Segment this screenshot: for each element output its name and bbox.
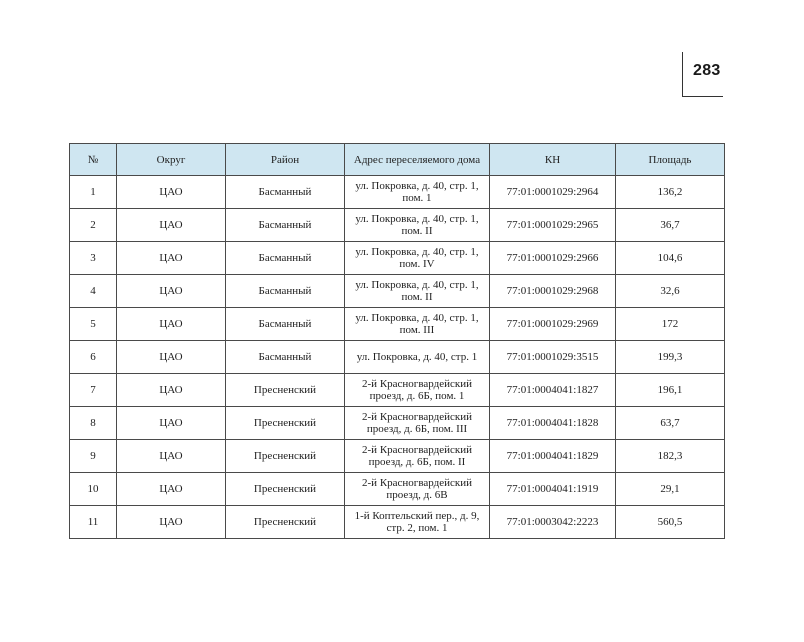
cell-number: 10: [70, 473, 117, 506]
cell-kn: 77:01:0004041:1829: [490, 440, 616, 473]
cell-okrug: ЦАО: [117, 473, 226, 506]
table-row: [70, 275, 725, 308]
table-row: [70, 242, 725, 275]
cell-rayon: Басманный: [226, 275, 345, 308]
cell-rayon: Пресненский: [226, 506, 345, 539]
cell-area: 63,7: [616, 407, 725, 440]
cell-address: 2-й Красногвардейский проезд, д. 6Б, пом. II: [345, 440, 490, 473]
cell-address: ул. Покровка, д. 40, стр. 1, пом. 1: [345, 176, 490, 209]
header-area: Площадь: [616, 144, 725, 176]
page-number: 283: [693, 62, 721, 79]
cell-rayon: Пресненский: [226, 440, 345, 473]
header-okrug: Округ: [117, 144, 226, 176]
cell-address: ул. Покровка, д. 40, стр. 1, пом. IV: [345, 242, 490, 275]
cell-okrug: ЦАО: [117, 209, 226, 242]
cell-okrug: ЦАО: [117, 506, 226, 539]
cell-area: 29,1: [616, 473, 725, 506]
cell-area: 136,2: [616, 176, 725, 209]
cell-address: ул. Покровка, д. 40, стр. 1, пом. II: [345, 209, 490, 242]
cell-okrug: ЦАО: [117, 275, 226, 308]
header-number: №: [70, 144, 117, 176]
cell-number: 9: [70, 440, 117, 473]
cell-kn: 77:01:0001029:2964: [490, 176, 616, 209]
table-row: [70, 440, 725, 473]
cell-okrug: ЦАО: [117, 176, 226, 209]
cell-kn: 77:01:0001029:2969: [490, 308, 616, 341]
cell-number: 8: [70, 407, 117, 440]
cell-area: 196,1: [616, 374, 725, 407]
table-header-row: [70, 144, 725, 176]
cell-address: ул. Покровка, д. 40, стр. 1: [345, 341, 490, 374]
cell-address: ул. Покровка, д. 40, стр. 1, пом. III: [345, 308, 490, 341]
cell-rayon: Пресненский: [226, 374, 345, 407]
cell-okrug: ЦАО: [117, 341, 226, 374]
cell-okrug: ЦАО: [117, 308, 226, 341]
header-address: Адрес переселяемого дома: [345, 144, 490, 176]
cell-area: 36,7: [616, 209, 725, 242]
header-rayon: Район: [226, 144, 345, 176]
cell-number: 2: [70, 209, 117, 242]
cell-okrug: ЦАО: [117, 242, 226, 275]
table-row: [70, 506, 725, 539]
cell-kn: 77:01:0001029:3515: [490, 341, 616, 374]
cell-area: 199,3: [616, 341, 725, 374]
cell-kn: 77:01:0001029:2965: [490, 209, 616, 242]
cell-area: 560,5: [616, 506, 725, 539]
cell-rayon: Басманный: [226, 176, 345, 209]
cell-rayon: Басманный: [226, 242, 345, 275]
cell-address: 1-й Коптельский пер., д. 9, стр. 2, пом. 1: [345, 506, 490, 539]
cell-number: 6: [70, 341, 117, 374]
cell-rayon: Пресненский: [226, 407, 345, 440]
table-body: [70, 176, 725, 539]
cell-address: 2-й Красногвардейский проезд, д. 6Б, пом. III: [345, 407, 490, 440]
cell-rayon: Басманный: [226, 341, 345, 374]
cell-area: 182,3: [616, 440, 725, 473]
cell-rayon: Басманный: [226, 308, 345, 341]
cell-kn: 77:01:0004041:1827: [490, 374, 616, 407]
table-row: [70, 341, 725, 374]
cell-number: 5: [70, 308, 117, 341]
resettlement-table: [69, 143, 725, 539]
cell-number: 7: [70, 374, 117, 407]
cell-kn: 77:01:0001029:2966: [490, 242, 616, 275]
cell-kn: 77:01:0004041:1919: [490, 473, 616, 506]
cell-area: 104,6: [616, 242, 725, 275]
page-corner-horizontal-rule: [682, 96, 723, 97]
cell-address: 2-й Красногвардейский проезд, д. 6Б, пом. 1: [345, 374, 490, 407]
cell-kn: 77:01:0001029:2968: [490, 275, 616, 308]
cell-okrug: ЦАО: [117, 374, 226, 407]
cell-number: 3: [70, 242, 117, 275]
cell-rayon: Пресненский: [226, 473, 345, 506]
cell-okrug: ЦАО: [117, 440, 226, 473]
cell-address: ул. Покровка, д. 40, стр. 1, пом. II: [345, 275, 490, 308]
header-kn: КН: [490, 144, 616, 176]
cell-kn: 77:01:0004041:1828: [490, 407, 616, 440]
table-row: [70, 176, 725, 209]
cell-kn: 77:01:0003042:2223: [490, 506, 616, 539]
table-row: [70, 407, 725, 440]
table-row: [70, 209, 725, 242]
cell-rayon: Басманный: [226, 209, 345, 242]
table-row: [70, 374, 725, 407]
table-row: [70, 308, 725, 341]
page-corner-vertical-rule: [682, 52, 683, 97]
cell-area: 172: [616, 308, 725, 341]
cell-address: 2-й Красногвардейский проезд, д. 6В: [345, 473, 490, 506]
cell-number: 1: [70, 176, 117, 209]
table-row: [70, 473, 725, 506]
cell-area: 32,6: [616, 275, 725, 308]
cell-number: 11: [70, 506, 117, 539]
cell-okrug: ЦАО: [117, 407, 226, 440]
cell-number: 4: [70, 275, 117, 308]
